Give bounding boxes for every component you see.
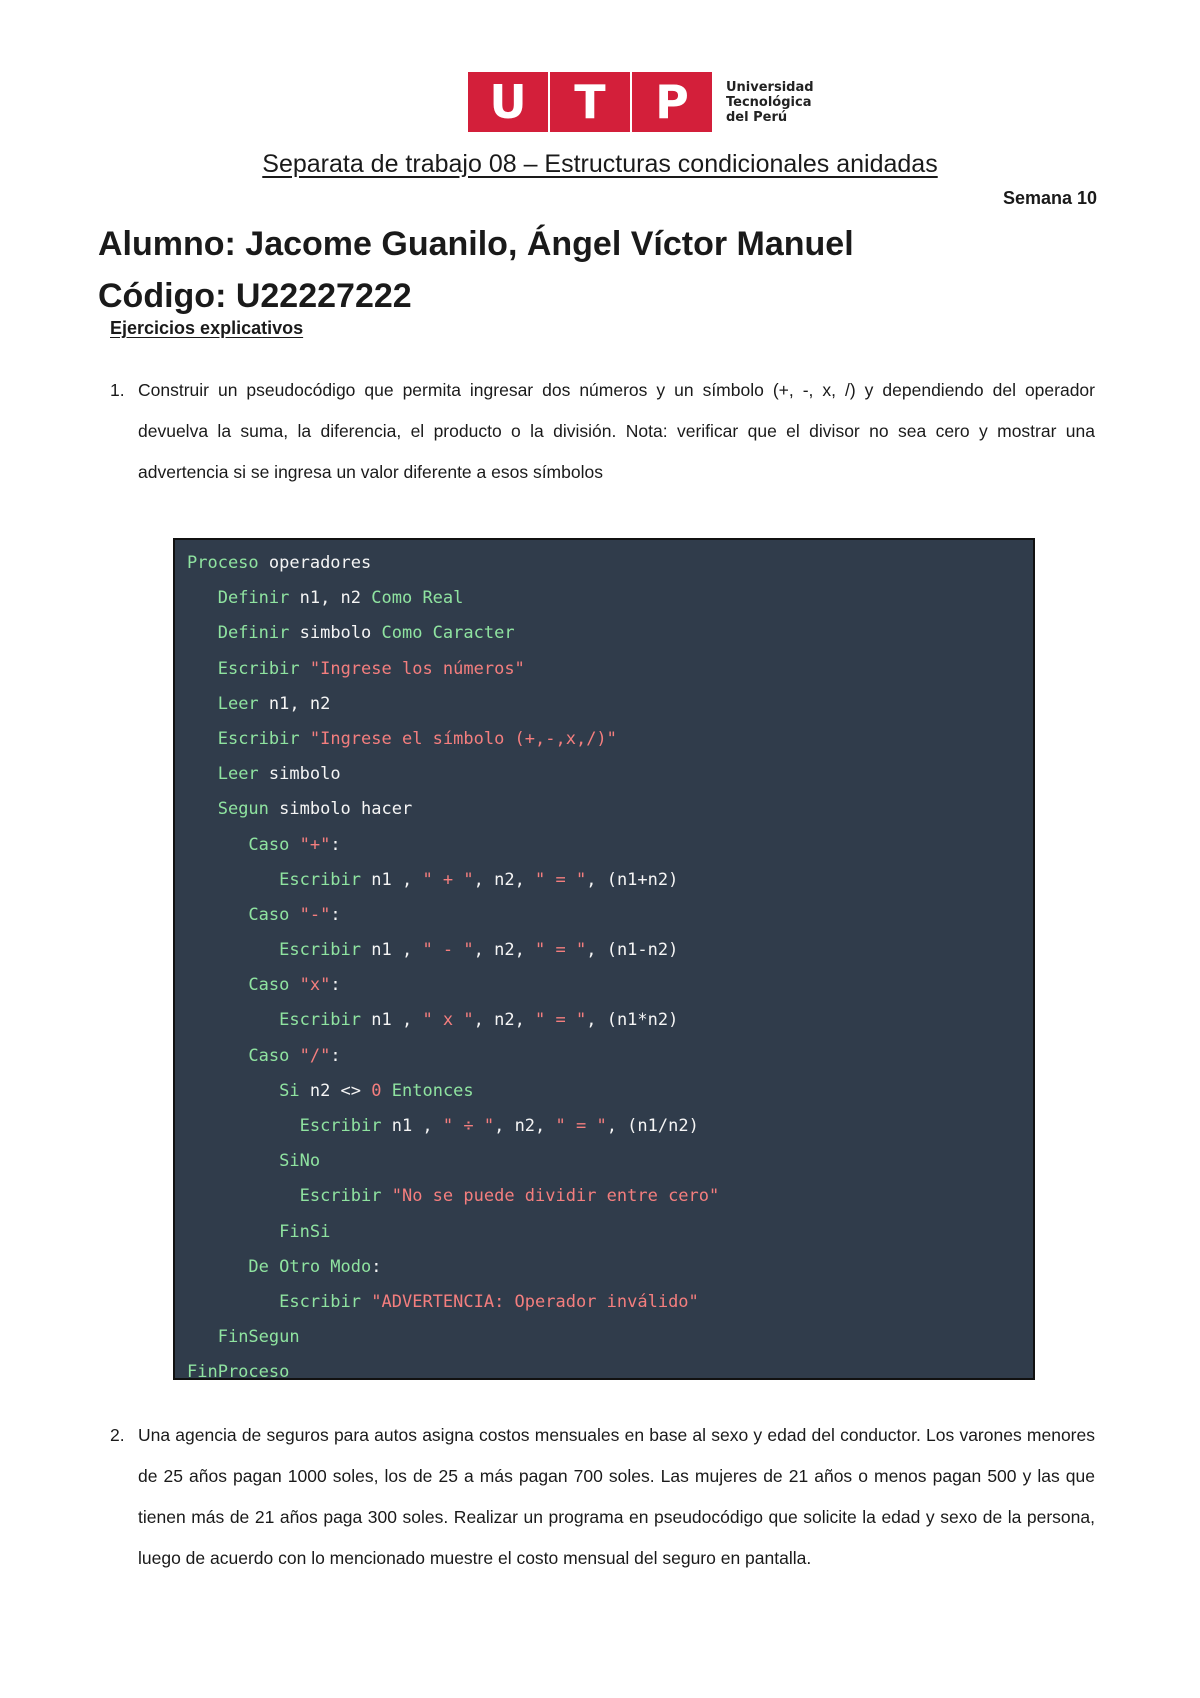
code-token: Como Real bbox=[371, 588, 464, 609]
code-token: Como Caracter bbox=[381, 623, 515, 644]
code-token: Escribir bbox=[217, 658, 300, 679]
code-token bbox=[187, 799, 218, 819]
code-token bbox=[289, 835, 299, 855]
logo-letter-t: T bbox=[550, 72, 630, 132]
code-line bbox=[187, 863, 1033, 898]
code-token: Escribir bbox=[299, 1116, 382, 1136]
code-line bbox=[187, 898, 1033, 933]
code-token bbox=[187, 1010, 279, 1030]
code-token: " = " bbox=[535, 1010, 587, 1031]
code-token: " - " bbox=[422, 940, 474, 961]
code-line bbox=[187, 722, 1033, 757]
code-token: n1 , bbox=[381, 1116, 443, 1136]
code-token: Entonces bbox=[391, 1080, 474, 1101]
question-text: Una agencia de seguros para autos asigna costos mensuales en base al sexo y edad del conductor. Los varones menores de 25 años pagan 1000 soles, los de 25 a más pagan 700 soles. Las mujeres de 21 años o menos pagan 500 y las que tienen más de 21 años paga 300 soles. Realizar un programa en pseudocódigo que solicite la edad y sexo de la persona, luego de acuerdo con lo mencionado muestre el costo mensual del seguro en pantalla. bbox=[138, 1425, 1095, 1568]
code-token bbox=[187, 1116, 300, 1136]
code-token: Caso bbox=[248, 834, 290, 855]
code-token: : bbox=[330, 834, 341, 855]
document-title: Separata de trabajo 08 – Estructuras condicionales anidadas bbox=[262, 150, 938, 178]
code-token: Segun bbox=[217, 799, 269, 820]
code-token bbox=[289, 1046, 299, 1066]
code-token bbox=[187, 870, 279, 890]
code-token: Caso bbox=[248, 904, 290, 925]
code-token bbox=[187, 588, 218, 608]
code-token bbox=[300, 659, 310, 679]
code-token: : bbox=[330, 975, 341, 996]
code-token: Caso bbox=[248, 1045, 290, 1066]
code-token: Escribir bbox=[279, 869, 362, 890]
code-token: Proceso bbox=[187, 553, 259, 573]
logo-letter-u: U bbox=[468, 72, 548, 132]
code-token bbox=[187, 940, 279, 960]
question-number: 2. bbox=[110, 1425, 125, 1445]
code-token: , (n1+n2) bbox=[586, 869, 679, 890]
code-token: Leer bbox=[217, 693, 259, 714]
code-token: n2 <> bbox=[299, 1080, 372, 1101]
code-token bbox=[187, 1327, 218, 1347]
code-token: "-" bbox=[299, 904, 331, 925]
code-token: n1, n2 bbox=[289, 588, 372, 609]
code-token: Escribir bbox=[279, 1291, 362, 1312]
code-line bbox=[187, 652, 1033, 687]
code-line bbox=[187, 757, 1033, 792]
code-line bbox=[187, 1074, 1033, 1109]
code-token: FinSi bbox=[279, 1221, 331, 1242]
code-token: , (n1/n2) bbox=[606, 1116, 699, 1136]
code-line bbox=[187, 792, 1033, 827]
code-token: FinProceso bbox=[187, 1362, 290, 1383]
code-token: Escribir bbox=[299, 1186, 382, 1207]
code-token: " = " bbox=[535, 940, 587, 961]
code-token: "Ingrese el símbolo (+,-,x,/)" bbox=[309, 728, 617, 749]
code-token bbox=[361, 1292, 371, 1312]
utp-logo bbox=[468, 72, 814, 132]
code-token: , n2, bbox=[473, 940, 536, 961]
question-1 bbox=[110, 370, 1095, 493]
code-token: " = " bbox=[555, 1116, 607, 1136]
code-token: n1 , bbox=[361, 869, 423, 890]
code-token bbox=[187, 1151, 279, 1171]
code-line bbox=[187, 546, 1033, 581]
code-token bbox=[300, 729, 310, 749]
code-token: FinSegun bbox=[217, 1327, 300, 1348]
code-line bbox=[187, 1215, 1033, 1250]
pseudocode-block bbox=[173, 538, 1035, 1383]
logo-line-1: Universidad bbox=[726, 79, 814, 95]
code-token: Escribir bbox=[279, 940, 362, 961]
logo-line-3: del Perú bbox=[726, 109, 788, 125]
section-heading: Ejercicios explicativos bbox=[110, 318, 304, 338]
code-token: operadores bbox=[258, 553, 372, 573]
code-line bbox=[187, 1039, 1033, 1074]
code-token bbox=[187, 1081, 279, 1101]
week-label: Semana 10 bbox=[1002, 188, 1097, 208]
code-token: : bbox=[330, 1045, 341, 1066]
code-token: n1, n2 bbox=[258, 693, 331, 714]
code-token bbox=[187, 905, 248, 925]
code-line bbox=[187, 1250, 1033, 1285]
code-token bbox=[187, 1046, 248, 1066]
code-token: " = " bbox=[535, 869, 587, 890]
code-line bbox=[187, 1109, 1033, 1144]
code-token bbox=[187, 835, 248, 855]
code-token: Definir bbox=[217, 588, 290, 609]
code-token: 0 bbox=[371, 1080, 382, 1101]
code-token bbox=[381, 1186, 391, 1206]
logo-letter-p: P bbox=[632, 72, 712, 132]
code-token bbox=[187, 1257, 248, 1277]
code-token bbox=[187, 1292, 279, 1312]
code-token: : bbox=[330, 904, 341, 925]
code-token: , n2, bbox=[473, 869, 536, 890]
code-line bbox=[187, 1320, 1033, 1355]
code-line bbox=[187, 1003, 1033, 1038]
code-token bbox=[187, 764, 218, 784]
code-token: simbolo bbox=[289, 623, 382, 644]
code-token: , (n1*n2) bbox=[586, 1010, 679, 1031]
code-line bbox=[187, 616, 1033, 651]
code-token: " x " bbox=[422, 1010, 474, 1031]
code-token: : bbox=[371, 1256, 382, 1277]
code-line bbox=[187, 968, 1033, 1003]
code-token: " ÷ " bbox=[442, 1116, 495, 1136]
code-token bbox=[187, 975, 248, 995]
code-token: " + " bbox=[422, 869, 474, 890]
code-token: simbolo bbox=[258, 764, 341, 785]
code-token: , n2, bbox=[473, 1010, 536, 1031]
code-line bbox=[187, 687, 1033, 722]
code-token: "x" bbox=[299, 975, 331, 996]
question-number: 1. bbox=[110, 380, 125, 400]
code-token: SiNo bbox=[279, 1151, 321, 1172]
code-token: , (n1-n2) bbox=[586, 940, 679, 961]
code-token: "+" bbox=[299, 834, 331, 855]
code-token bbox=[187, 694, 218, 714]
question-text: Construir un pseudocódigo que permita ingresar dos números y un símbolo (+, -, x, /) y dependiendo del operador devuelva la suma, la diferencia, el producto o la división. Nota: verificar que el divisor no sea cero y mostrar una advertencia si se ingresa un valor diferente a esos símbolos bbox=[138, 380, 1095, 482]
code-token: Escribir bbox=[217, 728, 300, 749]
code-token: Definir bbox=[217, 623, 290, 644]
code-token: Leer bbox=[217, 764, 259, 785]
code-token: "ADVERTENCIA: Operador inválido" bbox=[371, 1291, 699, 1312]
code-line bbox=[187, 828, 1033, 863]
code-token bbox=[187, 729, 218, 749]
code-token: n1 , bbox=[361, 1010, 423, 1031]
code-token: De Otro Modo bbox=[248, 1256, 372, 1277]
code-line bbox=[187, 581, 1033, 616]
code-line bbox=[187, 1355, 1033, 1390]
code-token: Caso bbox=[248, 975, 290, 996]
code-token: "/" bbox=[299, 1045, 331, 1066]
code-token bbox=[187, 1222, 279, 1242]
code-token: "No se puede dividir entre cero" bbox=[391, 1186, 720, 1207]
code-token: Escribir bbox=[279, 1010, 362, 1031]
code-token: , n2, bbox=[494, 1116, 556, 1136]
code-line bbox=[187, 933, 1033, 968]
code-token: Si bbox=[279, 1080, 300, 1101]
code-token bbox=[289, 975, 299, 995]
code-line bbox=[187, 1285, 1033, 1320]
code-token bbox=[187, 1186, 300, 1206]
code-token: "Ingrese los números" bbox=[309, 658, 525, 679]
student-name: Alumno: Jacome Guanilo, Ángel Víctor Manuel bbox=[98, 225, 854, 263]
logo-line-2: Tecnológica bbox=[726, 94, 812, 110]
code-token bbox=[289, 905, 299, 925]
student-code: Código: U22227222 bbox=[98, 277, 412, 315]
code-token: simbolo hacer bbox=[268, 799, 413, 820]
code-line bbox=[187, 1179, 1033, 1214]
logo-wordmark bbox=[726, 80, 814, 125]
code-token bbox=[187, 623, 218, 643]
code-token: n1 , bbox=[361, 940, 423, 961]
question-2 bbox=[110, 1415, 1095, 1579]
student-info bbox=[98, 218, 854, 322]
code-token bbox=[382, 1081, 392, 1101]
code-token bbox=[187, 659, 218, 679]
code-line bbox=[187, 1144, 1033, 1179]
